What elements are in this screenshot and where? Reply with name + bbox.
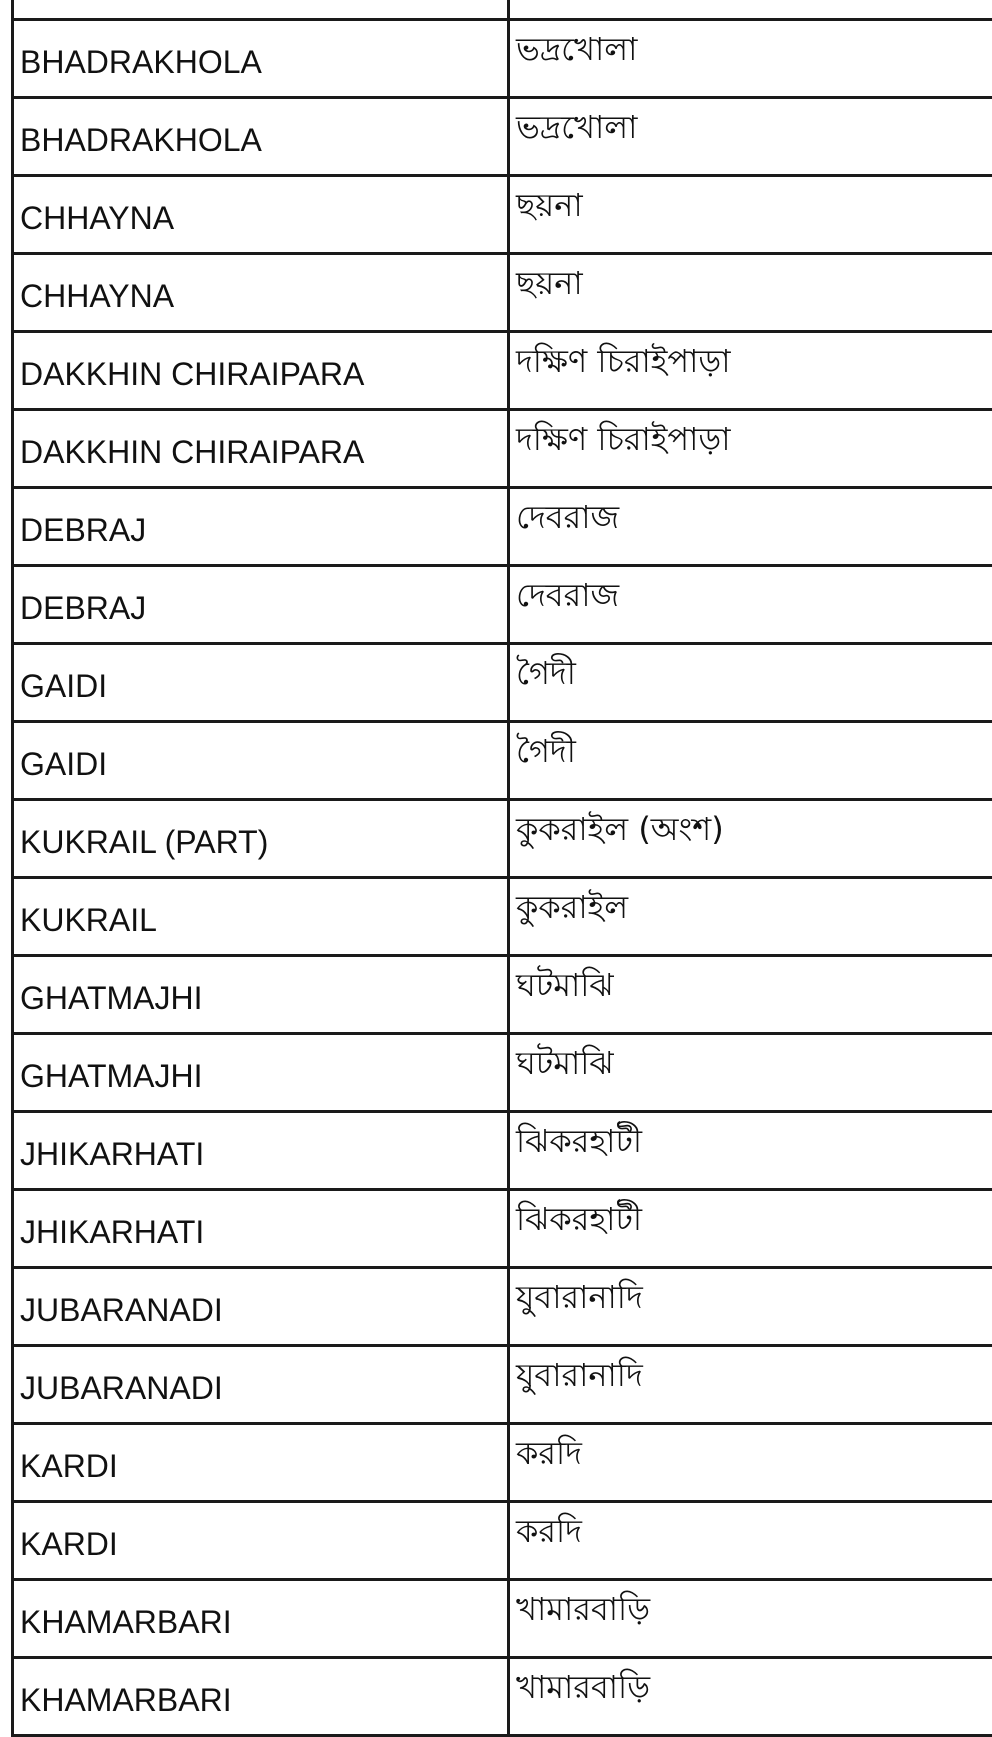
village-name-english: GHATMAJHI — [13, 1034, 509, 1112]
table-row — [13, 98, 992, 176]
village-name-table — [11, 0, 992, 1737]
table-row — [13, 1580, 992, 1658]
village-name-english — [13, 0, 509, 20]
table-body — [13, 0, 992, 1736]
village-name-english: JHIKARHATI — [13, 1112, 509, 1190]
table-row — [13, 0, 992, 20]
table-row — [13, 332, 992, 410]
village-name-english: DAKKHIN CHIRAIPARA — [13, 332, 509, 410]
village-name-bengali: কুকরাইল — [509, 878, 992, 956]
table-row — [13, 20, 992, 98]
village-name-english: KARDI — [13, 1502, 509, 1580]
village-name-english: KHAMARBARI — [13, 1580, 509, 1658]
village-name-bengali: কুকরাইল (অংশ) — [509, 800, 992, 878]
village-name-bengali: খামারবাড়ি — [509, 1580, 992, 1658]
village-name-bengali: ঘটমাঝি — [509, 956, 992, 1034]
table-row — [13, 1424, 992, 1502]
village-name-bengali: করদি — [509, 1502, 992, 1580]
table-row — [13, 1658, 992, 1736]
table-row — [13, 1034, 992, 1112]
village-name-bengali: ভদ্রখোলা — [509, 20, 992, 98]
village-name-bengali: যুবারানাদি — [509, 1268, 992, 1346]
village-name-bengali: দেবরাজ — [509, 488, 992, 566]
village-name-bengali: ছয়না — [509, 254, 992, 332]
village-name-english: KUKRAIL (PART) — [13, 800, 509, 878]
village-name-english: KUKRAIL — [13, 878, 509, 956]
village-name-bengali: ছয়না — [509, 176, 992, 254]
table-row — [13, 1502, 992, 1580]
table-row — [13, 1346, 992, 1424]
village-name-english: DAKKHIN CHIRAIPARA — [13, 410, 509, 488]
village-name-bengali: খামারবাড়ি — [509, 1658, 992, 1736]
table-row — [13, 722, 992, 800]
village-name-english: GAIDI — [13, 644, 509, 722]
village-name-bengali: গৈদী — [509, 722, 992, 800]
village-name-bengali: দক্ষিণ চিরাইপাড়া — [509, 332, 992, 410]
village-name-english: JHIKARHATI — [13, 1190, 509, 1268]
table-row — [13, 956, 992, 1034]
table-row — [13, 1190, 992, 1268]
village-name-english: DEBRAJ — [13, 566, 509, 644]
village-name-english: CHHAYNA — [13, 176, 509, 254]
village-name-bengali: ঝিকরহাটী — [509, 1190, 992, 1268]
table-row — [13, 1112, 992, 1190]
village-name-bengali: ভদ্রখোলা — [509, 98, 992, 176]
village-name-english: GHATMAJHI — [13, 956, 509, 1034]
village-name-english: BHADRAKHOLA — [13, 20, 509, 98]
village-name-bengali: যুবারানাদি — [509, 1346, 992, 1424]
village-name-english: BHADRAKHOLA — [13, 98, 509, 176]
table-row — [13, 254, 992, 332]
village-name-english: KHAMARBARI — [13, 1658, 509, 1736]
village-name-english: JUBARANADI — [13, 1268, 509, 1346]
village-name-bengali: দেবরাজ — [509, 566, 992, 644]
table-row — [13, 176, 992, 254]
table-row — [13, 878, 992, 956]
village-name-bengali: ঘটমাঝি — [509, 1034, 992, 1112]
village-name-english: JUBARANADI — [13, 1346, 509, 1424]
table-row — [13, 488, 992, 566]
village-name-english: KARDI — [13, 1424, 509, 1502]
village-name-bengali — [509, 0, 992, 20]
village-name-bengali: ঝিকরহাটী — [509, 1112, 992, 1190]
village-name-english: DEBRAJ — [13, 488, 509, 566]
table-row — [13, 410, 992, 488]
village-name-bengali: দক্ষিণ চিরাইপাড়া — [509, 410, 992, 488]
table-row — [13, 644, 992, 722]
village-name-bengali: গৈদী — [509, 644, 992, 722]
table-row — [13, 800, 992, 878]
village-name-bengali: করদি — [509, 1424, 992, 1502]
village-name-english: CHHAYNA — [13, 254, 509, 332]
table-row — [13, 1268, 992, 1346]
table-row — [13, 566, 992, 644]
village-name-english: GAIDI — [13, 722, 509, 800]
